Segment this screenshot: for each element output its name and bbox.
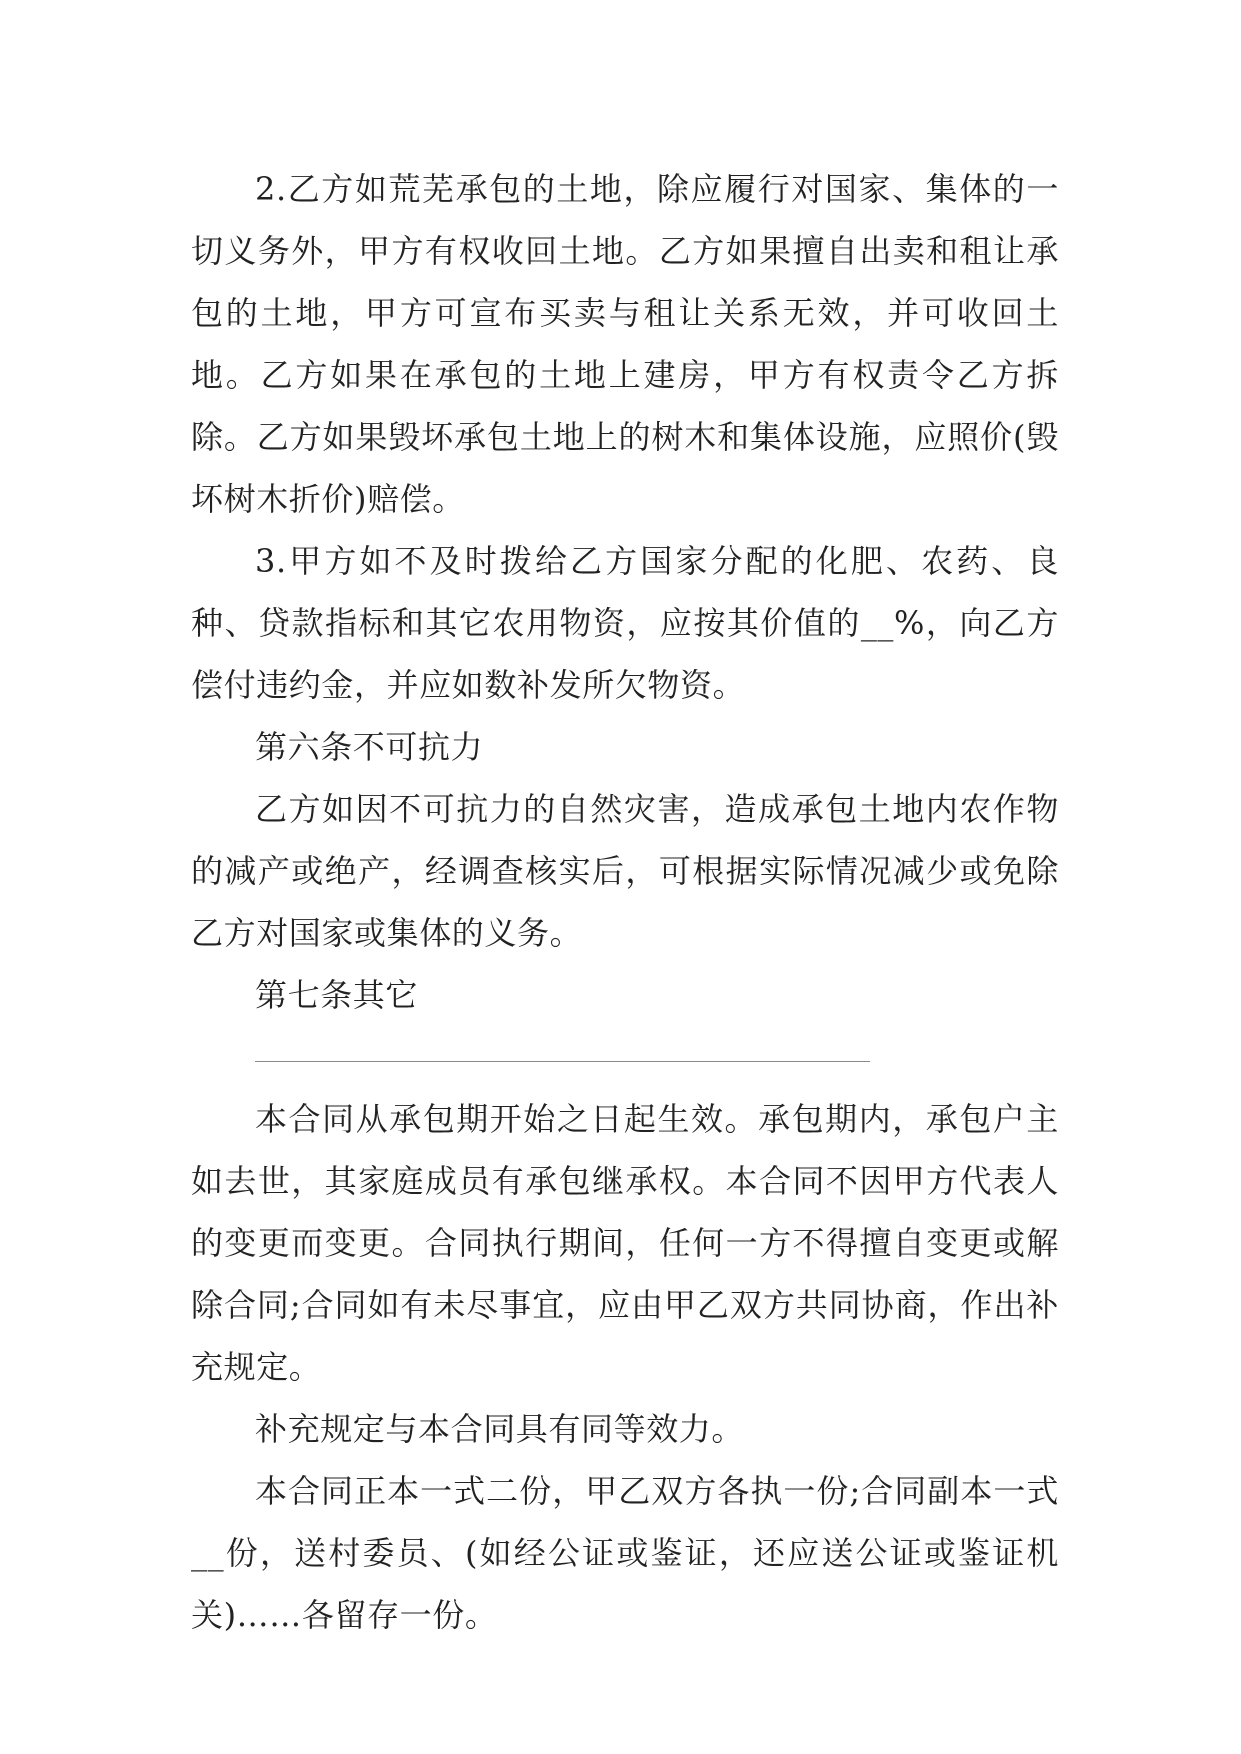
blank-fill-line — [191, 1026, 1059, 1088]
section-heading: 第六条不可抗力 — [255, 728, 484, 766]
document-body — [191, 158, 1059, 1646]
blank-fill-rule — [255, 1061, 870, 1062]
clause-paragraph: 3.甲方如不及时拨给乙方国家分配的化肥、农药、良种、贷款指标和其它农用物资，应按其价值的__%，向乙方偿付违约金，并应如数补发所欠物资。 — [191, 542, 1059, 704]
clause-paragraph: 乙方如因不可抗力的自然灾害，造成承包土地内农作物的减产或绝产，经调查核实后，可根据实际情况减少或免除乙方对国家或集体的义务。 — [191, 790, 1059, 952]
clause-paragraph: 补充规定与本合同具有同等效力。 — [255, 1410, 745, 1448]
section-heading: 第七条其它 — [255, 976, 419, 1014]
clause-paragraph: 本合同正本一式二份，甲乙双方各执一份;合同副本一式__份，送村委员、(如经公证或鉴证，还应送公证或鉴证机关)……各留存一份。 — [191, 1472, 1059, 1634]
clause-paragraph: 本合同从承包期开始之日起生效。承包期内，承包户主如去世，其家庭成员有承包继承权。本合同不因甲方代表人的变更而变更。合同执行期间，任何一方不得擅自变更或解除合同;合同如有未尽事宜，应由甲乙双方共同协商，作出补充规定。 — [191, 1100, 1059, 1386]
clause-paragraph: 2.乙方如荒芜承包的土地，除应履行对国家、集体的一切义务外，甲方有权收回土地。乙方如果擅自出卖和租让承包的土地，甲方可宣布买卖与租让关系无效，并可收回土地。乙方如果在承包的土地上建房，甲方有权责令乙方拆除。乙方如果毁坏承包土地上的树木和集体设施，应照价(毁坏树木折价)赔偿。 — [191, 170, 1059, 518]
